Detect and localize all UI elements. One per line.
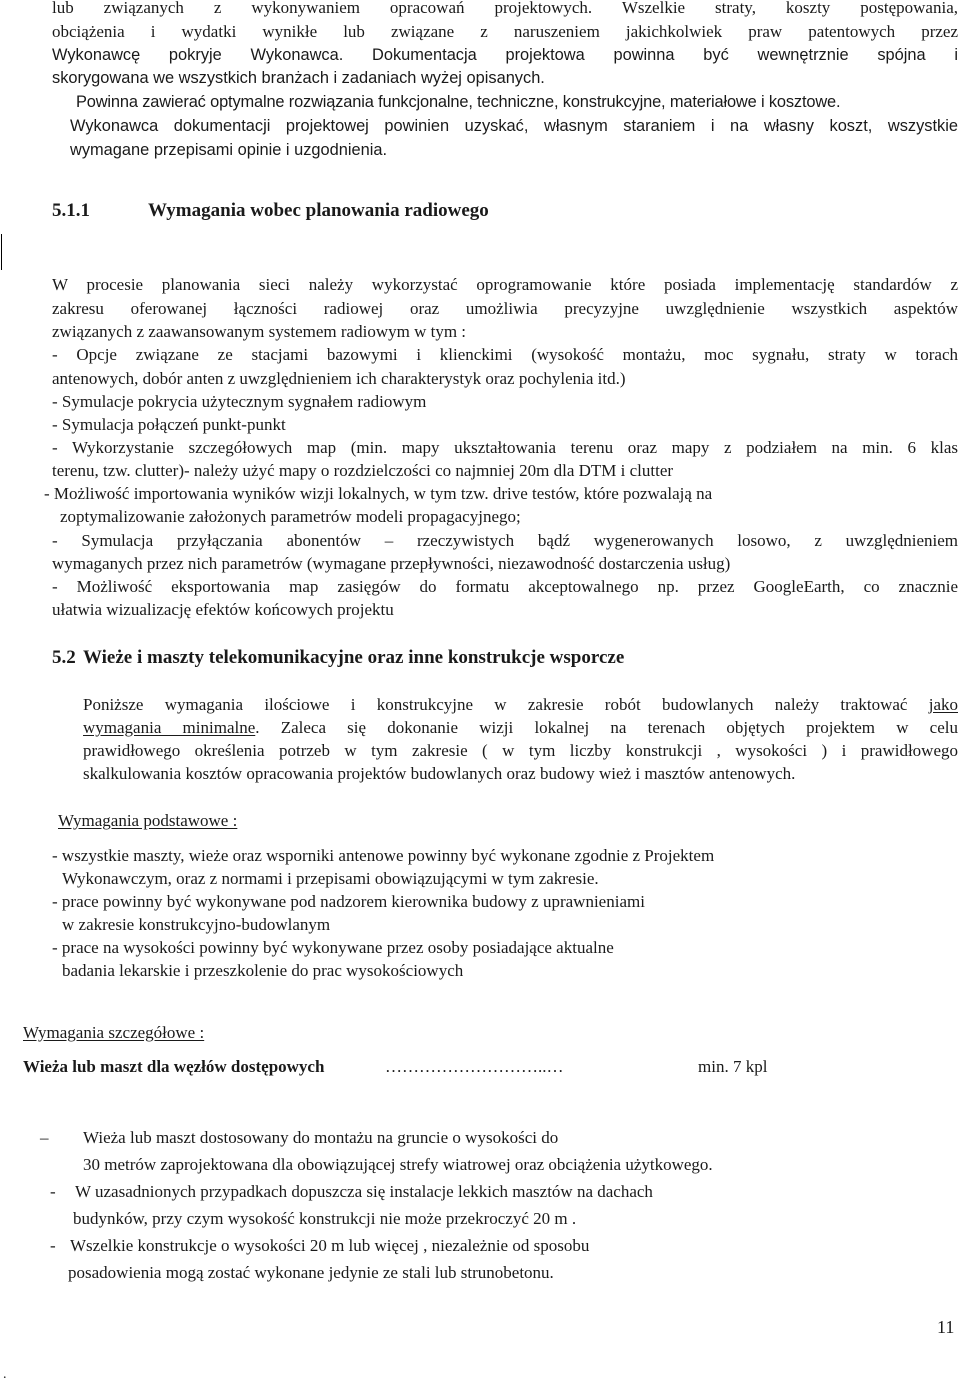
- minimal-requirements-underlined-2: wymagania minimalne: [83, 718, 256, 737]
- radio-line-1: W procesie planowania sieci należy wykorzystać oprogramowanie które posiada implementację standardów z: [52, 275, 958, 294]
- basic-req-line-3: - prace powinny być wykonywane pod nadzorem kierownika budowy z uprawnieniami: [52, 892, 645, 911]
- tower-requirement-dots: ………………………..…: [385, 1057, 564, 1076]
- basic-req-line-6: badania lekarskie i przeszkolenie do prac wysokościowych: [62, 961, 464, 980]
- corner-mark: .: [3, 1367, 7, 1382]
- detail-item-3-line-1: Wszelkie konstrukcje o wysokości 20 m lub więcej , niezależnie od sposobu: [70, 1236, 590, 1255]
- top-line-6: Wykonawca dokumentacji projektowej powinien uzyskać, własnym staraniem i na własny koszt, wszystkie: [70, 117, 958, 135]
- basic-req-line-4: w zakresie konstrukcyjno-budowlanym: [62, 915, 331, 934]
- basic-req-line-5: - prace na wysokości powinny być wykonywane przez osoby posiadające aktualne: [52, 938, 614, 957]
- basic-req-line-2: Wykonawczym, oraz z normami i przepisami obowiązującymi w tym zakresie.: [62, 869, 599, 888]
- towers-intro-line-2-text: . Zaleca się dokonanie wizji lokalnej na terenach objętych projektem w celu: [255, 718, 958, 737]
- tower-requirement-label: Wieża lub maszt dla węzłów dostępowych: [23, 1057, 325, 1076]
- radio-line-12: - Symulacja przyłączania abonentów – rzeczywistych bądź wygenerowanych losowo, z uwzględnieniem: [52, 531, 958, 550]
- towers-intro-line-3: prawidłowego określenia potrzeb w tym zakresie ( w tym liczby konstrukcji , wysokości ) i prawidłowego: [83, 741, 958, 760]
- radio-line-4: - Opcje związane ze stacjami bazowymi i klienckimi (wysokość montażu, moc sygnału, straty w torach: [52, 345, 958, 364]
- text-cursor: [1, 234, 2, 270]
- towers-intro-line-1-text: Poniższe wymagania ilościowe i konstrukcyjne w zakresie robót budowlanych należy traktować: [83, 695, 908, 714]
- page-number: 11: [937, 1317, 955, 1337]
- detailed-requirements-heading: Wymagania szczegółowe :: [23, 1023, 205, 1042]
- detail-bullet-2: -: [50, 1182, 56, 1201]
- minimal-requirements-underlined-1: jako: [928, 695, 958, 714]
- top-line-2: obciążenia i wydatki wynikłe lub związane z naruszeniem jakichkolwiek praw patentowych przez: [52, 22, 958, 41]
- radio-line-15: ułatwia wizualizację efektów końcowych projektu: [52, 600, 394, 619]
- radio-line-3: związanych z zaawansowanym systemem radiowym w tym :: [52, 322, 467, 341]
- section-title-52: Wieże i maszty telekomunikacyjne oraz inne konstrukcje wsporcze: [83, 647, 625, 668]
- top-line-1: lub związanych z wykonywaniem opracowań projektowych. Wszelkie straty, koszty postępowania,: [52, 0, 958, 17]
- section-title-511: Wymagania wobec planowania radiowego: [148, 200, 489, 221]
- detail-bullet-3: -: [50, 1236, 56, 1255]
- detail-item-1-line-2: 30 metrów zaprojektowana dla obowiązującej strefy wiatrowej oraz obciążenia użytkowego.: [83, 1155, 713, 1174]
- radio-line-8: - Wykorzystanie szczegółowych map (min. mapy ukształtowania terenu oraz mapy z podziałem na min. 6 klas: [52, 438, 958, 457]
- detail-item-3-line-2: posadowienia mogą zostać wykonane jedynie ze stali lub strunobetonu.: [68, 1263, 554, 1282]
- towers-intro-line-2: [83, 716, 958, 739]
- towers-intro-line-4: skalkulowania kosztów opracowania projektów budowlanych oraz budowy wież i masztów antenowych.: [83, 764, 796, 783]
- basic-req-line-1: - wszystkie maszty, wieże oraz wsporniki antenowe powinny być wykonane zgodnie z Projektem: [52, 846, 715, 865]
- radio-line-13: wymaganych przez nich parametrów (wymagane przepływności, niezawodność dostarczenia usług): [52, 554, 731, 573]
- detail-item-2-line-1: W uzasadnionych przypadkach dopuszcza się instalacje lekkich masztów na dachach: [75, 1182, 653, 1201]
- detail-item-1-line-1: Wieża lub maszt dostosowany do montażu na gruncie o wysokości do: [83, 1128, 559, 1147]
- detail-item-2-line-2: budynków, przy czym wysokość konstrukcji nie może przekroczyć 20 m .: [73, 1209, 577, 1228]
- radio-line-5: antenowych, dobór anten z uwzględnieniem ich charakterystyk oraz pochylenia itd.): [52, 369, 626, 388]
- top-line-5: Powinna zawierać optymalne rozwiązania funkcjonalne, techniczne, konstrukcyjne, materiałowe i kosztowe.: [76, 93, 841, 111]
- section-number-511: 5.1.1: [52, 200, 90, 221]
- section-number-52: 5.2: [52, 647, 76, 668]
- radio-line-6: - Symulacje pokrycia użytecznym sygnałem radiowym: [52, 392, 427, 411]
- top-line-3: Wykonawcę pokryje Wykonawca. Dokumentacja projektowa powinna być wewnętrznie spójna i: [52, 46, 958, 64]
- radio-line-10: - Możliwość importowania wyników wizji lokalnych, w tym tzw. drive testów, które pozwalają na: [44, 484, 713, 503]
- radio-line-2: zakresu oferowanej łączności radiowej oraz umożliwia precyzyjne uwzględnienie wszystkich aspektów: [52, 299, 958, 318]
- radio-line-11: zoptymalizowanie założonych parametrów modeli propagacyjnego;: [60, 507, 521, 526]
- radio-line-9: terenu, tzw. clutter)- należy użyć mapy o rozdzielczości co najmniej 20m dla DTM i clutter: [52, 461, 674, 480]
- top-line-4: skorygowana we wszystkich branżach i zadaniach wyżej opisanych.: [52, 69, 545, 87]
- basic-requirements-heading: Wymagania podstawowe :: [58, 811, 238, 830]
- radio-line-14: - Możliwość eksportowania map zasięgów do formatu akceptowalnego np. przez GoogleEarth, co znacznie: [52, 577, 958, 596]
- radio-line-7: - Symulacja połączeń punkt-punkt: [52, 415, 286, 434]
- towers-intro-line-1: [83, 693, 958, 716]
- detail-bullet-1: –: [40, 1128, 49, 1147]
- top-line-7: wymagane przepisami opinie i uzgodnienia.: [70, 141, 388, 159]
- tower-requirement-quantity: min. 7 kpl: [698, 1057, 768, 1076]
